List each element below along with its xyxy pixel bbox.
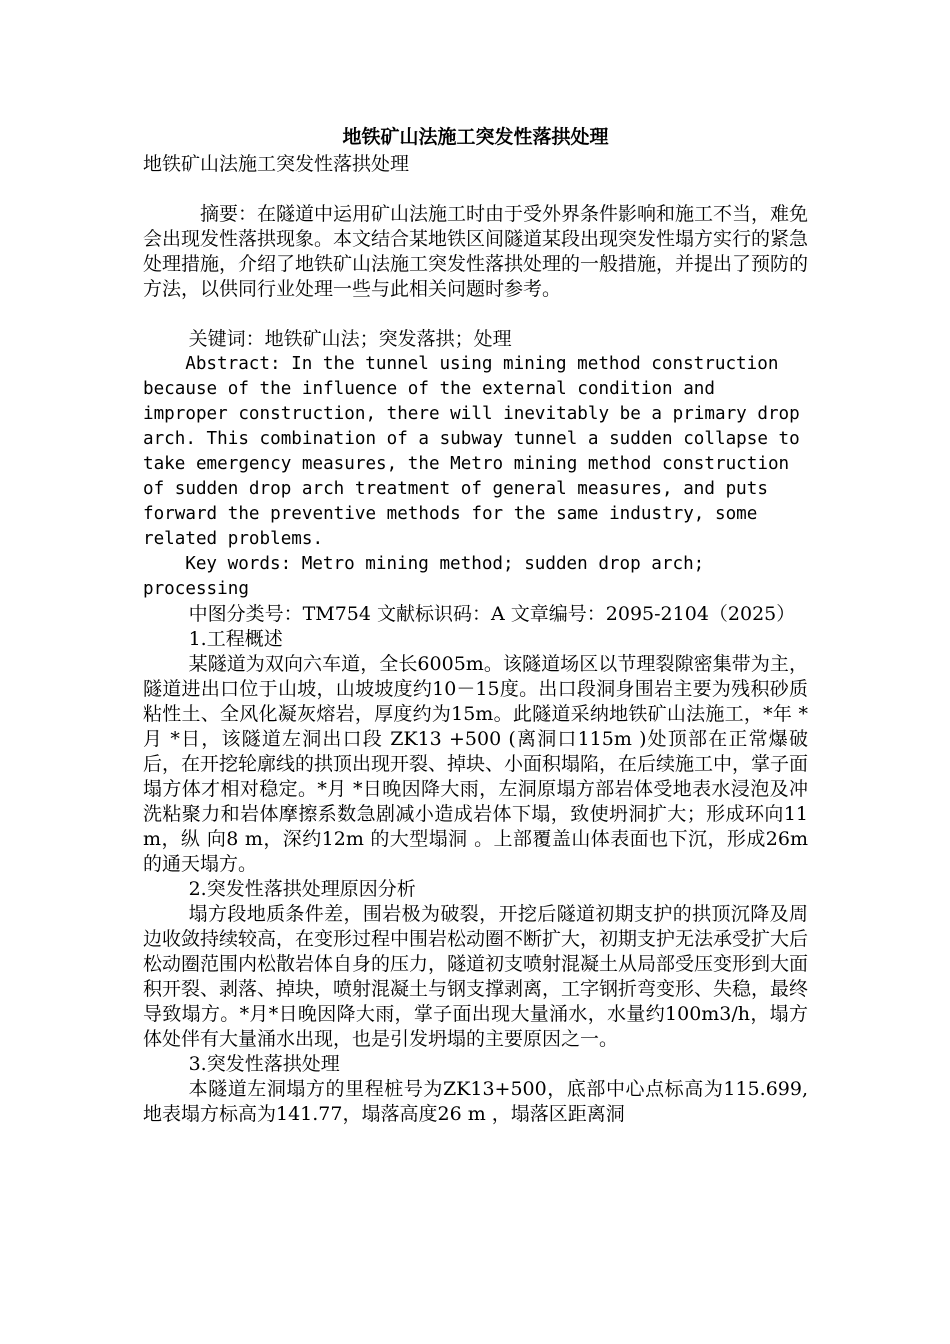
abstract-chinese: 摘要：在隧道中运用矿山法施工时由于受外界条件影响和施工不当，难免会出现发性落拱现象。本文结合某地铁区间隧道某段出现突发性塌方实行的紧急处理措施，介绍了地铁矿山法施工突发性落拱处理的一般措施，并提出了预防的方法，以供同行业处理一些与此相关问题时参考。 [143,203,809,300]
section-1-body: 某隧道为双向六车道，全长6005m。该隧道场区以节理裂隙密集带为主，隧道进出口位于山坡，山坡坡度约10－15度。出口段洞身围岩主要为残积砂质粘性土、全风化凝灰熔岩，厚度约为15m。此隧道采纳地铁矿山法施工，*年 *月 *日，该隧道左洞出口段 ZK13 +500 (离洞口115m )处顶部在正常爆破后，在开挖轮廓线的拱顶出现开裂、掉块、小面积塌陷，在后续施工中，掌子面塌方体才相对稳定。*月 *日晚因降大雨，左洞原塌方部岩体受地表水浸泡及冲洗粘聚力和岩体摩擦系数急剧减小造成岩体下塌，致使坍洞扩大；形成环向11m，纵 向8 m，深约12m 的大型塌洞 。上部覆盖山体表面也下沉，形成26m的通天塌方。 [143,653,809,875]
section-1-heading: 1.工程概述 [188,628,283,650]
abstract-english: Abstract: In the tunnel using mining method construction because of the influence of the external condition and improper construction, there will inevitably be a primary drop arch. This combination of a subway tunnel a sudden collapse to take emergency measures, the Metro mining method construction of sudden drop arch treatment of general measures, and puts forward the preventive methods for the same industry, some related problems. [143,354,800,549]
keywords-english: Key words: Metro mining method; sudden drop arch; processing [143,554,705,599]
document-subtitle: 地铁矿山法施工突发性落拱处理 [143,153,410,175]
document-page [143,122,808,1127]
section-3-body: 本隧道左洞塌方的里程桩号为ZK13+500，底部中心点标高为115.699,地表塌方标高为141.77，塌落高度26 m ，塌落区距离洞 [143,1078,808,1125]
keywords-chinese: 关键词：地铁矿山法；突发落拱；处理 [188,328,512,350]
section-2-body: 塌方段地质条件差，围岩极为破裂，开挖后隧道初期支护的拱顶沉降及周边收敛持续较高，在变形过程中围岩松动圈不断扩大，初期支护无法承受扩大后松动圈范围内松散岩体自身的压力，隧道初支喷射混凝土从局部受压变形到大面积开裂、剥落、掉块，喷射混凝土与钢支撑剥离，工字钢折弯变形、失稳，最终导致塌方。*月*日晚因降大雨，掌子面出现大量涌水，水量约100m3/h，塌方体处伴有大量涌水出现，也是引发坍塌的主要原因之一。 [143,903,809,1050]
section-2-heading: 2.突发性落拱处理原因分析 [188,878,416,900]
section-3-heading: 3.突发性落拱处理 [188,1053,340,1075]
classification-line: 中图分类号：TM754 文献标识码：A 文章编号：2095-2104（2025） [188,603,796,625]
document-title: 地铁矿山法施工突发性落拱处理 [342,126,609,148]
spacer [143,302,808,327]
